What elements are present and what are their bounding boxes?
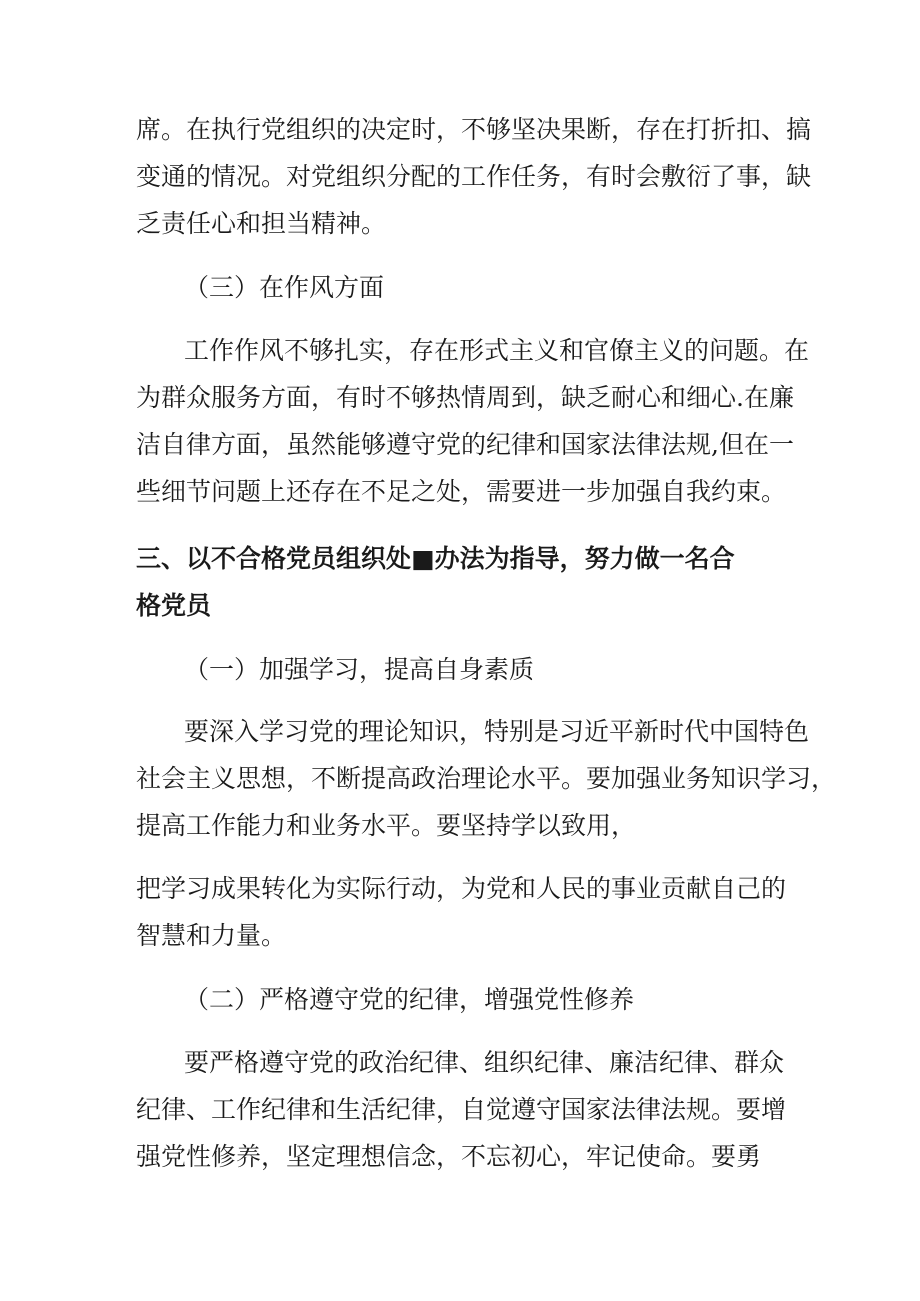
paragraph-study-a [136,708,837,849]
heading-line: 三、以不合格党员组织处■办法为指导，努力做一名合 [136,544,735,573]
heading-line: 格党员 [136,591,212,620]
text-line: 席。在执行党组织的决定时，不够坚决果断，存在打折扣、搞 [136,115,812,144]
text-line: 要严格遵守党的政治纪律、组织纪律、廉洁纪律、群众 [184,1048,785,1077]
paragraph-study-b [136,865,786,959]
text-line: 社会主义思想，不断提高政治理论水平。要加强业务知识学习， [136,764,837,793]
subheading-study [184,646,834,693]
text-line: 为群众服务方面，有时不够热情周到，缺乏耐心和细心.在廉 [136,383,794,412]
paragraph-style [136,327,810,515]
subheading-style [184,264,834,311]
subheading-text: （一）加强学习，提高自身素质 [184,655,535,684]
paragraph-continuation [136,106,812,247]
text-line: 变通的情况。对党组织分配的工作任务，有时会敷衍了事，缺 [136,162,812,191]
text-line: 工作作风不够扎实，存在形式主义和官僚主义的问题。在 [184,336,810,365]
subheading-discipline [184,976,834,1023]
text-line: 强党性修养，坚定理想信念，不忘初心，牢记使命。要勇 [136,1142,762,1171]
section-heading [136,535,786,629]
subheading-text: （三）在作风方面 [184,273,385,302]
paragraph-discipline [136,1039,786,1180]
text-line: 智慧和力量。 [136,921,287,950]
text-line: 些细节问题上还存在不足之处，需要进一步加强自我约束。 [136,477,787,506]
text-line: 洁自律方面，虽然能够遵守党的纪律和国家法律法规,但在一 [136,430,794,459]
subheading-text: （二）严格遵守党的纪律，增强党性修养 [184,985,635,1014]
text-line: 提高工作能力和业务水平。要坚持学以致用， [136,811,637,840]
text-line: 要深入学习党的理论知识，特别是习近平新时代中国特色 [184,717,810,746]
text-line: 乏责任心和担当精神。 [136,209,387,238]
text-line: 纪律、工作纪律和生活纪律，自觉遵守国家法律法规。要增 [136,1095,787,1124]
text-line: 把学习成果转化为实际行动，为党和人民的事业贡献自己的 [136,874,787,903]
